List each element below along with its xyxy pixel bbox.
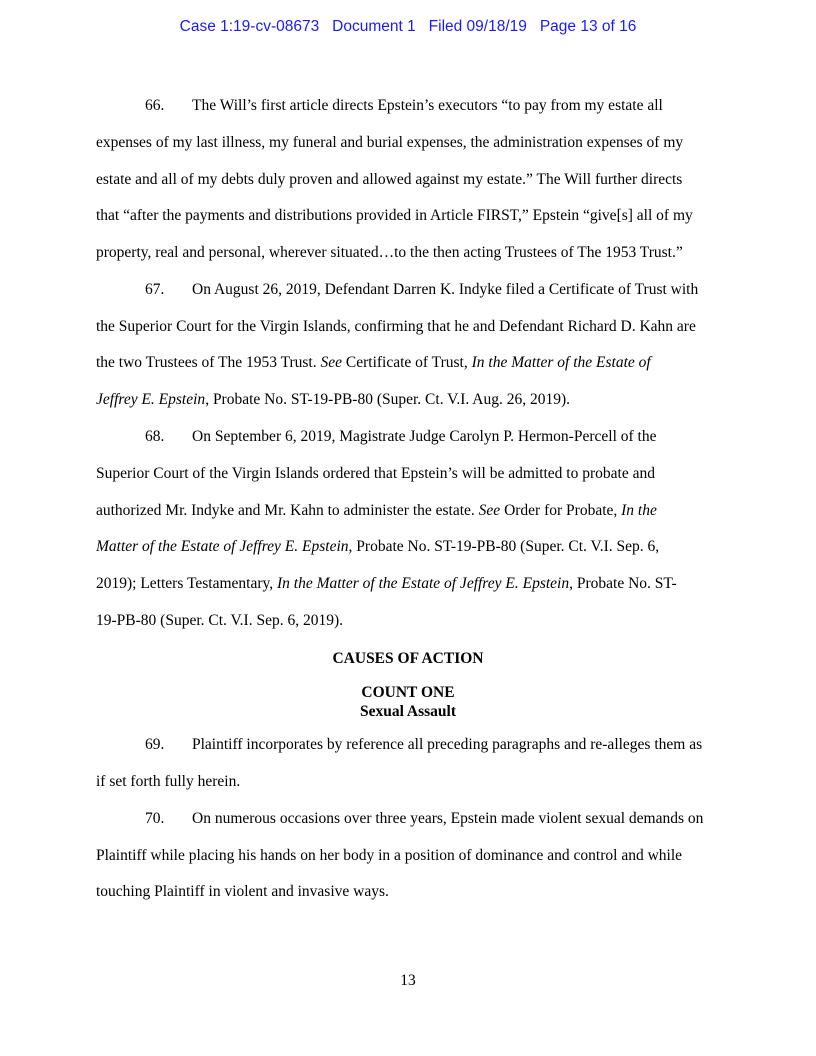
- paragraph-66-line-3: estate and all of my debts duly proven and allowed against my estate.” The Will further directs: [96, 171, 683, 188]
- case-caption-italic: Jeffrey E. Epstein: [96, 391, 206, 408]
- document-number: Document 1: [332, 18, 416, 35]
- text-run: 2019); Letters Testamentary,: [96, 575, 277, 592]
- paragraph-68-line-5: [96, 574, 677, 594]
- paragraph-67-line-1: On August 26, 2019, Defendant Darren K. Indyke filed a Certificate of Trust with: [192, 281, 699, 298]
- paragraph-68-line-4: [96, 537, 659, 557]
- count-heading: COUNT ONE: [361, 684, 455, 701]
- paragraph-68-line-1: On September 6, 2019, Magistrate Judge Carolyn P. Hermon-Percell of the: [192, 428, 657, 445]
- italic-signal: See: [320, 354, 343, 371]
- paragraph-66-line-1: The Will’s first article directs Epstein’s executors “to pay from my estate all: [192, 97, 663, 114]
- paragraph-66-line-4: that “after the payments and distributions provided in Article FIRST,” Epstein “give[s] all of my: [96, 207, 693, 224]
- causes-of-action-heading: CAUSES OF ACTION: [332, 650, 484, 667]
- filed-date: Filed 09/18/19: [428, 18, 527, 35]
- paragraph-70-line-1: On numerous occasions over three years, Epstein made violent sexual demands on: [192, 810, 704, 827]
- text-run: Order for Probate,: [500, 502, 622, 519]
- paragraph-66-line-2: expenses of my last illness, my funeral and burial expenses, the administration expenses of my: [96, 134, 684, 151]
- paragraph-number-68: 68.: [145, 428, 165, 445]
- paragraph-67-line-2: the Superior Court for the Virgin Islands, confirming that he and Defendant Richard D. Kahn are: [96, 318, 696, 335]
- case-caption-italic: Matter of the Estate of Jeffrey E. Epstein: [96, 538, 349, 555]
- text-run: , Probate No. ST-19-PB-80 (Super. Ct. V.I. Aug. 26, 2019).: [205, 391, 571, 408]
- paragraph-68-line-2: Superior Court of the Virgin Islands ordered that Epstein’s will be admitted to probate and: [96, 465, 655, 482]
- paragraph-67-line-3: [96, 353, 651, 373]
- page-of: Page 13 of 16: [539, 18, 637, 35]
- text-run: the two Trustees of The 1953 Trust.: [96, 354, 321, 371]
- case-number: Case 1:19-cv-08673: [179, 18, 320, 35]
- case-caption-italic: In the Matter of the Estate of Jeffrey E. Epstein: [276, 575, 570, 592]
- paragraph-66-line-5: property, real and personal, wherever situated…to the then acting Trustees of The 1953 Trust.”: [96, 244, 683, 261]
- text-run: , Probate No. ST-: [569, 575, 677, 592]
- paragraph-69-line-2: if set forth fully herein.: [96, 773, 241, 790]
- count-title: Sexual Assault: [359, 703, 457, 720]
- text-run: authorized Mr. Indyke and Mr. Kahn to administer the estate.: [96, 502, 479, 519]
- case-caption-italic: In the Matter of the Estate of: [471, 354, 651, 371]
- paragraph-number-67: 67.: [145, 281, 165, 298]
- paragraph-number-70: 70.: [145, 810, 165, 827]
- paragraph-70-line-3: touching Plaintiff in violent and invasive ways.: [96, 883, 389, 900]
- paragraph-number-66: 66.: [145, 97, 165, 114]
- paragraph-70-line-2: Plaintiff while placing his hands on her body in a position of dominance and control and while: [96, 847, 683, 864]
- case-header: [0, 17, 816, 37]
- paragraph-68-line-3: [96, 501, 657, 521]
- paragraph-number-69: 69.: [145, 736, 165, 753]
- paragraph-69-line-1: Plaintiff incorporates by reference all preceding paragraphs and re-alleges them as: [192, 736, 703, 753]
- case-caption-italic: In the: [621, 502, 657, 519]
- italic-signal: See: [478, 502, 501, 519]
- paragraph-68-line-6: 19-PB-80 (Super. Ct. V.I. Sep. 6, 2019).: [96, 612, 344, 629]
- paragraph-67-line-4: [96, 390, 570, 410]
- text-run: , Probate No. ST-19-PB-80 (Super. Ct. V.I. Sep. 6,: [348, 538, 660, 555]
- page-number: 13: [400, 972, 416, 989]
- text-run: Certificate of Trust,: [342, 354, 472, 371]
